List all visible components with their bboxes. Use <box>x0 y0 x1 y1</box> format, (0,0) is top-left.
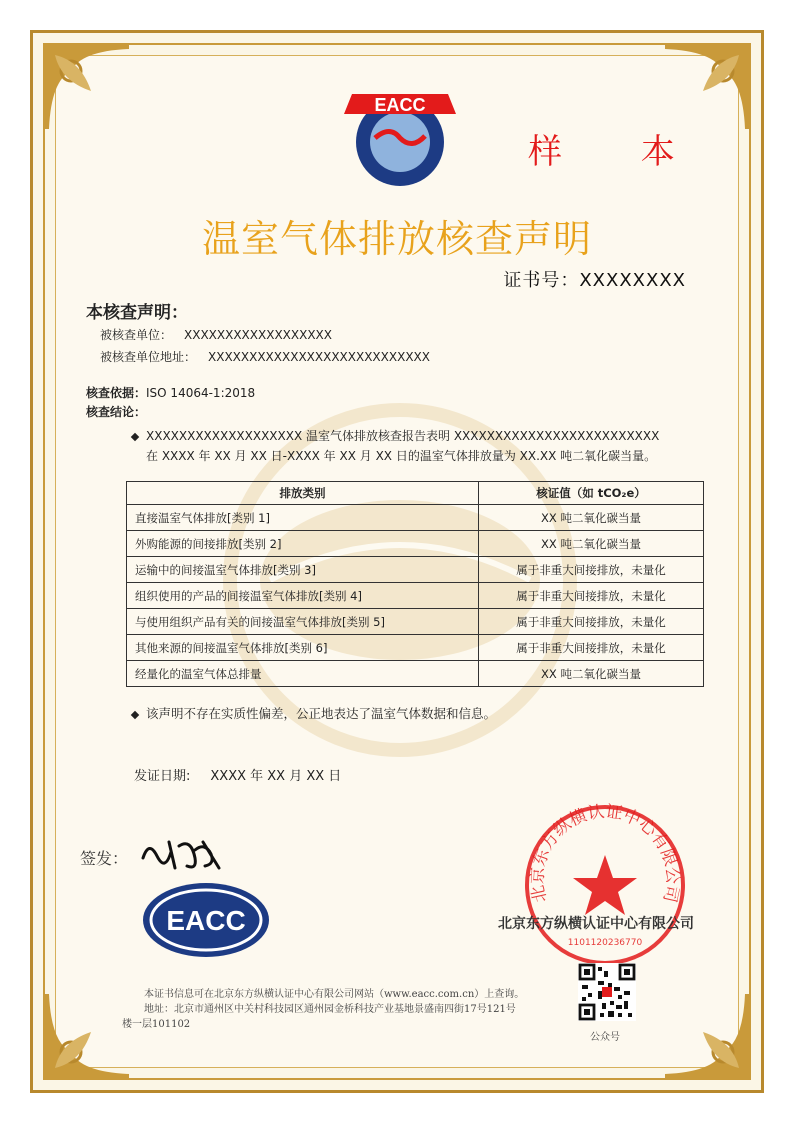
bullet-icon <box>131 432 139 440</box>
cert-no-value: XXXXXXXX <box>579 270 686 291</box>
table-row <box>127 661 704 687</box>
company-name: 北京东方纵横认证中心有限公司 <box>498 916 694 932</box>
row-value: XX 吨二氧化碳当量 <box>479 661 704 687</box>
header-value: 核证值（如 tCO₂e） <box>479 482 704 505</box>
footer-address: 地址：北京市通州区中关村科技园区通州园金桥科技产业基地景盛南四街17号121号 <box>144 1004 516 1015</box>
basis-label: 核查依据： <box>86 386 147 400</box>
signature <box>135 828 225 878</box>
bullet-icon <box>131 710 139 718</box>
qr-label: 公众号 <box>590 1032 620 1043</box>
certificate-number <box>503 266 686 292</box>
header-category: 排放类别 <box>127 482 479 505</box>
corner-ornament <box>41 41 131 131</box>
row-value: XX 吨二氧化碳当量 <box>479 505 704 531</box>
footer-website: 本证书信息可在北京东方纵横认证中心有限公司网站（www.eacc.com.cn）上查询。 <box>144 989 525 1000</box>
row-value: 属于非重大间接排放，未量化 <box>479 557 704 583</box>
statement-bullet <box>132 704 496 722</box>
statement-heading: 本核查声明： <box>86 303 188 323</box>
company-seal-icon <box>520 800 690 970</box>
row-category: 与使用组织产品有关的间接温室气体排放[类别 5] <box>127 609 479 635</box>
conclusion-line-1: XXXXXXXXXXXXXXXXXXX 温室气体排放核查报告表明 XXXXXXXXXXXXXXXXXXXXXXXXX <box>146 429 660 443</box>
row-value: XX 吨二氧化碳当量 <box>479 531 704 557</box>
row-category: 外购能源的间接排放[类别 2] <box>127 531 479 557</box>
cert-no-label: 证书号： <box>503 270 580 291</box>
table-row <box>127 505 704 531</box>
table-header-row <box>127 482 704 505</box>
logo-bottom-text: EACC <box>166 905 246 936</box>
table-row <box>127 557 704 583</box>
table-row <box>127 609 704 635</box>
eacc-logo-icon <box>330 80 470 190</box>
table-row <box>127 583 704 609</box>
statement-bullet-text: 该声明不存在实质性偏差，公正地表达了温室气体数据和信息。 <box>146 706 497 721</box>
verified-address <box>100 348 430 365</box>
address-value: XXXXXXXXXXXXXXXXXXXXXXXXXXX <box>208 350 430 364</box>
basis-value: ISO 14064-1:2018 <box>146 386 256 400</box>
unit-label: 被核查单位： <box>100 328 173 342</box>
row-value: 属于非重大间接排放，未量化 <box>479 609 704 635</box>
seal-ring-text: 北京东方纵横认证中心有限公司 <box>527 801 683 905</box>
sample-mark: 样 本 <box>528 132 709 172</box>
corner-ornament <box>663 992 753 1082</box>
table-row <box>127 531 704 557</box>
conclusion-label: 核查结论： <box>86 405 147 419</box>
verification-basis <box>86 384 255 401</box>
address-label: 被核查单位地址： <box>100 350 197 364</box>
qr-code-icon[interactable] <box>578 963 636 1021</box>
logo-text: EACC <box>374 95 426 115</box>
issue-date <box>134 765 341 784</box>
verified-unit <box>100 326 332 343</box>
row-value: 属于非重大间接排放，未量化 <box>479 583 704 609</box>
row-category: 直接温室气体排放[类别 1] <box>127 505 479 531</box>
row-category: 其他来源的间接温室气体排放[类别 6] <box>127 635 479 661</box>
conclusion-text <box>132 426 722 466</box>
seal-number: 1101120236770 <box>567 938 643 948</box>
table-row <box>127 635 704 661</box>
corner-ornament <box>41 992 131 1082</box>
footer-address-cont: 楼一层101102 <box>122 1019 191 1030</box>
eacc-logo-bottom-icon <box>140 880 272 960</box>
issue-date-value: XXXX 年 XX 月 XX 日 <box>210 769 342 784</box>
conclusion-line-2: 在 XXXX 年 XX 月 XX 日-XXXX 年 XX 月 XX 日的温室气体排放量为 XX.XX 吨二氧化碳当量。 <box>146 449 657 463</box>
issue-date-label: 发证日期: <box>134 769 191 784</box>
row-value: 属于非重大间接排放，未量化 <box>479 635 704 661</box>
page-title: 温室气体排放核查声明 <box>201 217 592 261</box>
unit-value: XXXXXXXXXXXXXXXXXX <box>184 328 332 342</box>
corner-ornament <box>663 41 753 131</box>
row-category: 组织使用的产品的间接温室气体排放[类别 4] <box>127 583 479 609</box>
sign-label: 签发： <box>80 849 129 868</box>
emissions-table <box>126 481 704 687</box>
row-category: 运输中的间接温室气体排放[类别 3] <box>127 557 479 583</box>
row-category: 经量化的温室气体总排量 <box>127 661 479 687</box>
